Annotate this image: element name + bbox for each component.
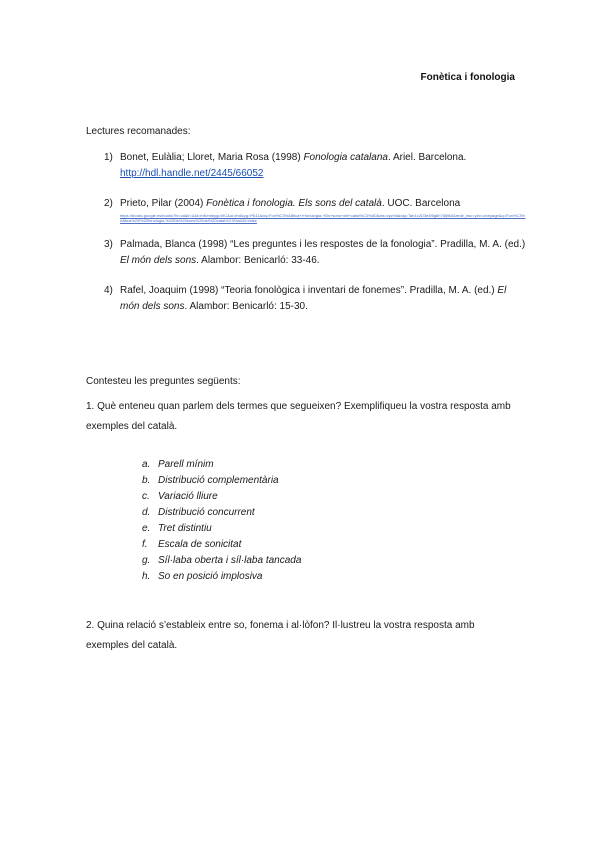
term-item — [142, 473, 301, 489]
reading-number: 2) — [104, 198, 113, 209]
term-letter: h. — [142, 571, 151, 582]
reading-link[interactable]: http://hdl.handle.net/2445/66052 — [120, 168, 264, 179]
term-item — [142, 553, 301, 569]
readings-heading: Lectures recomanades: — [86, 126, 191, 137]
reading-number: 4) — [104, 285, 113, 296]
term-letter: f. — [142, 539, 148, 550]
reading-publisher: . UOC. Barcelona — [381, 198, 461, 209]
term-letter: e. — [142, 523, 151, 534]
term-letter: b. — [142, 475, 151, 486]
term-text: Tret distintiu — [158, 523, 212, 534]
term-letter: g. — [142, 555, 151, 566]
term-item — [142, 537, 301, 553]
reading-publisher: . Ariel. Barcelona. — [387, 152, 467, 163]
reading-item-2 — [86, 196, 526, 223]
reading-title: Fonologia catalana — [303, 152, 388, 163]
reading-title: El món dels sons — [120, 255, 197, 266]
term-text: Distribució complementària — [158, 475, 279, 486]
terms-list — [142, 457, 301, 585]
reading-item-1 — [86, 150, 526, 182]
term-letter: d. — [142, 507, 151, 518]
term-item — [142, 521, 301, 537]
term-text: Distribució concurrent — [158, 507, 255, 518]
reading-publisher: . Alambor: Benicarló: 15-30. — [184, 301, 308, 312]
reading-item-3 — [86, 237, 526, 269]
reading-authors: Bonet, Eulàlia; Lloret, Maria Rosa (1998) — [120, 152, 301, 163]
reading-title: El món dels sons — [120, 285, 507, 312]
reading-authors: Palmada, Blanca (1998) “Les preguntes i les respostes de la fonologia”. Pradilla, M. A. (ed.) — [120, 239, 526, 250]
term-text: Variació lliure — [158, 491, 218, 502]
reading-number: 1) — [104, 152, 113, 163]
term-text: Parell mínim — [158, 459, 214, 470]
term-item — [142, 569, 301, 585]
term-letter: a. — [142, 459, 151, 470]
term-letter: c. — [142, 491, 150, 502]
reading-link[interactable]: https://books.google.es/books?hl=ca&lr=&id=rhKembyguVIC&oi=fnd&pg=PA11&dq=Fon%C3%A8tica+i+fonologia.+Els+sons+del+catal%C3%A0&ots=xyzHa&sig=Tab1c2D3e4f5g6h7i8j9k0&redir_esc=y#v=onepage&q=Fon%C3%A8tica%20i%20fonologia.%20Els%20sons%20del%20catal%C3%A0&f=false — [120, 213, 526, 223]
page-header-title: Fonètica i fonologia — [420, 72, 515, 83]
question-1: 1. Què enteneu quan parlem dels termes que segueixen? Exemplifiqueu la vostra resposta amb exemples del català. — [86, 401, 511, 432]
reading-item-4 — [86, 283, 526, 315]
reading-authors: Rafel, Joaquim (1998) “Teoria fonològica i inventari de fonemes”. Pradilla, M. A. (ed.) — [120, 285, 495, 296]
term-item — [142, 505, 301, 521]
question-2: 2. Quina relació s’estableix entre so, fonema i al·lòfon? Il·lustreu la vostra resposta amb exemples del català. — [86, 620, 475, 651]
reading-authors: Prieto, Pilar (2004) — [120, 198, 204, 209]
reading-title: Fonètica i fonologia. Els sons del català — [206, 198, 382, 209]
questions-intro: Contesteu les preguntes següents: — [86, 376, 241, 387]
reading-number: 3) — [104, 239, 113, 250]
term-item — [142, 457, 301, 473]
term-item — [142, 489, 301, 505]
term-text: Escala de sonicitat — [158, 539, 242, 550]
reading-publisher: . Alambor: Benicarló: 33-46. — [196, 255, 320, 266]
term-text: Síl·laba oberta i síl·laba tancada — [158, 555, 302, 566]
readings-list — [86, 150, 526, 329]
term-text: So en posició implosiva — [158, 571, 263, 582]
